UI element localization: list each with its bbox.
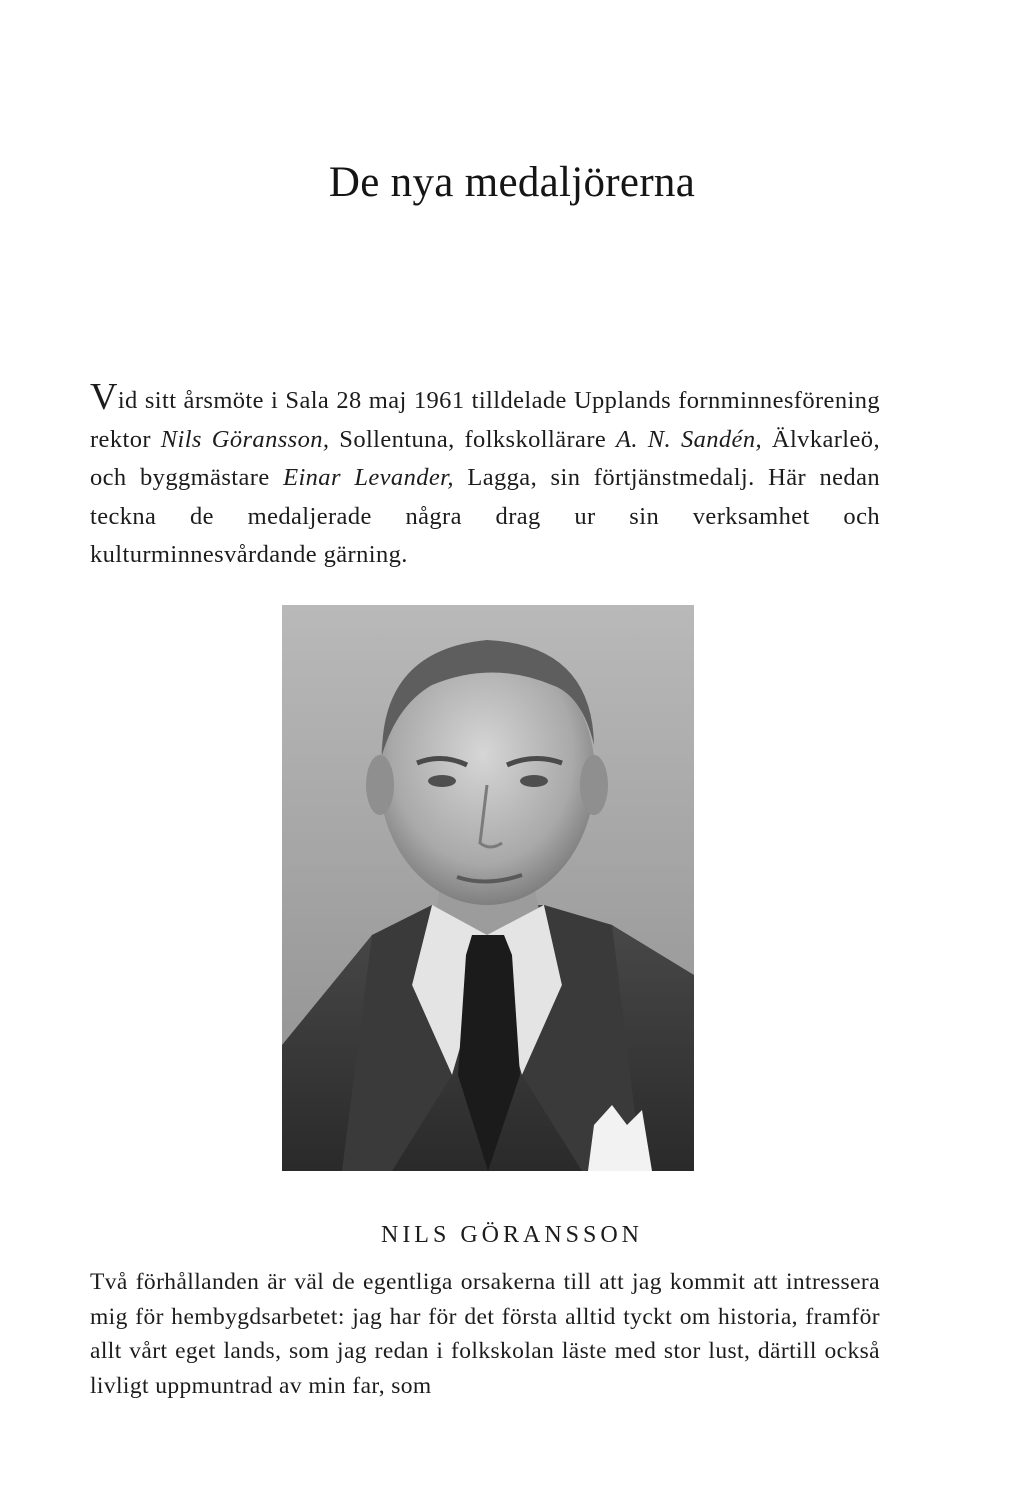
body-paragraph: Två förhållanden är väl de egentliga orsakerna till att jag kommit att intressera mig för hembygdsarbetet: jag har för det första alltid tyckt om historia, framför allt vårt eget lands, som jag redan i folkskolan läste med stor lust, därtill också livligt uppmuntrad av min far, som [90, 1269, 880, 1399]
intro-text [90, 387, 880, 568]
portrait-image [282, 605, 694, 1171]
intro-text-segment: Älvkarleö, och byggmästare [90, 425, 880, 491]
intro-text-segment: Lagga, sin förtjänstmedalj. Här nedan teckna de medaljerade några drag ur sin verksamhet och kulturminnesvårdande gärning. [90, 464, 880, 568]
intro-text-segment: Sollentuna, folkskollärare [329, 425, 617, 453]
medalist-name: A. N. Sandén, [616, 425, 762, 453]
intro-text-segment: id sitt årsmöte i Sala 28 maj 1961 tilldelade Upplands fornminnesförening rektor [90, 387, 880, 453]
intro-paragraph [90, 376, 880, 575]
photo-caption: NILS GÖRANSSON [380, 1222, 644, 1248]
portrait-photo [282, 605, 694, 1171]
medalist-name: Nils Göransson, [160, 425, 330, 453]
medalist-name: Einar Levander, [283, 464, 454, 491]
page-title: De nya medaljörerna [328, 159, 696, 206]
drop-cap: V [90, 376, 118, 418]
